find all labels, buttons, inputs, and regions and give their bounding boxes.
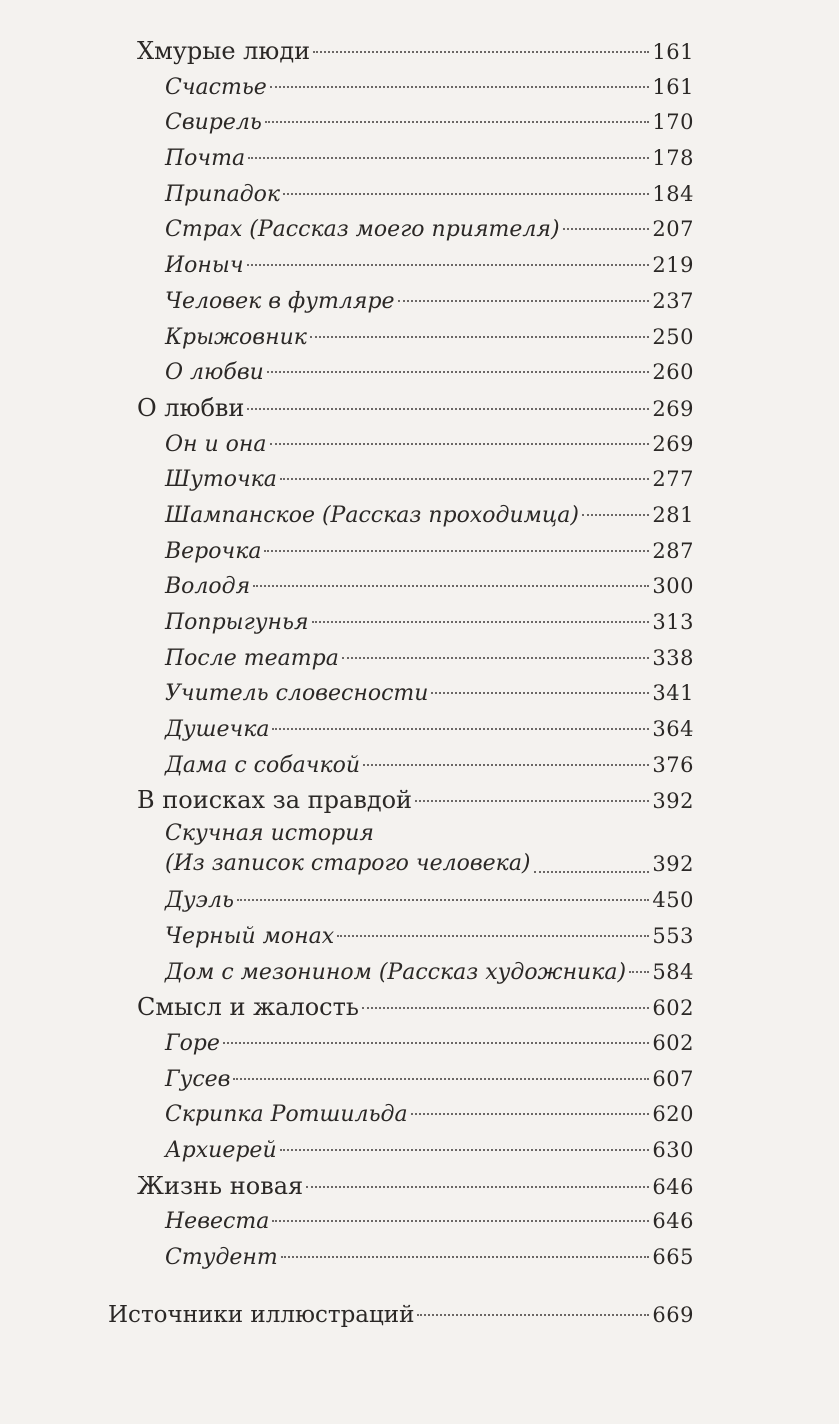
toc-entry[interactable] [0,819,839,883]
page-number: 161 [652,74,694,99]
dot-leader [431,692,649,694]
dot-leader [398,300,650,302]
toc-section[interactable] [0,990,839,1026]
dot-leader [272,728,649,730]
page-number: 646 [652,1209,694,1234]
section-title: Смысл и жалость [137,993,359,1022]
dot-leader [253,585,649,587]
dot-leader [363,764,649,766]
page-number: 178 [652,146,694,171]
page-number: 553 [652,923,694,948]
dot-leader [362,1007,649,1009]
entry-title: Черный монах [165,923,335,949]
dot-leader [629,971,649,973]
entry-title: Невеста [165,1209,270,1235]
dot-leader [283,193,649,195]
entry-title-line: Скучная история [165,821,374,847]
toc-entry[interactable] [0,641,839,677]
page-number: 269 [652,431,694,456]
toc-entry[interactable] [0,676,839,712]
dot-leader [272,1220,649,1222]
page-number: 250 [652,324,694,349]
entry-title: Володя [165,574,251,600]
dot-leader [582,514,650,516]
dot-leader [337,935,649,937]
entry-title: После театра [165,645,339,671]
toc-entry[interactable] [0,284,839,320]
dot-leader [267,371,650,373]
page-number: 364 [652,717,694,742]
page-number: 392 [652,789,694,814]
toc-entry[interactable] [0,212,839,248]
section-title: Жизнь новая [137,1171,304,1200]
toc-entry[interactable] [0,248,839,284]
dot-leader [342,657,650,659]
toc-entry[interactable] [0,1097,839,1133]
dot-leader [265,121,650,123]
entry-title: Скрипка Ротшильда [165,1102,408,1128]
dot-leader [411,1113,650,1115]
page-number: 341 [652,681,694,706]
dot-leader [270,443,650,445]
toc-entry[interactable] [0,70,839,106]
page-number: 665 [652,1245,694,1269]
page-number: 277 [652,467,694,492]
entry-title: Верочка [165,538,262,564]
page-number: 602 [652,996,694,1021]
dot-leader [233,1078,649,1080]
entry-title: Дама с собачкой [165,752,361,778]
page-number: 237 [652,288,694,313]
toc-entry[interactable] [0,883,839,919]
toc-illustrations-entry[interactable] [0,1298,839,1334]
entry-title: Студент [165,1245,278,1270]
dot-leader [534,871,650,873]
page-number: 207 [652,217,694,242]
entry-title: Почта [165,146,246,172]
toc-entry[interactable] [0,105,839,141]
page-number: 607 [652,1066,694,1091]
dot-leader [417,1314,649,1316]
page-number: 630 [652,1137,694,1162]
entry-title: Свирель [165,110,262,136]
toc-entry[interactable] [0,1026,839,1062]
dot-leader [281,1256,650,1258]
entry-title: Он и она [165,431,267,457]
toc-entry[interactable] [0,141,839,177]
entry-title: Архиерей [165,1137,277,1163]
entry-title: Горе [165,1030,220,1056]
entry-title: О любви [165,360,264,386]
toc-entry[interactable] [0,605,839,641]
page-number: 620 [652,1102,694,1127]
entry-title-line: (Из записок старого человека) [165,851,531,877]
dot-leader [415,800,649,802]
toc-entry[interactable] [0,919,839,955]
toc-entry[interactable] [0,748,839,784]
entry-title: Дуэль [165,888,234,914]
toc-entry[interactable] [0,1204,839,1240]
entry-title: Крыжовник [165,324,307,350]
entry-title: Шуточка [165,467,277,493]
toc-entry[interactable] [0,498,839,534]
toc-entry[interactable] [0,1240,839,1276]
page-number: 602 [652,1030,694,1055]
dot-leader [247,264,650,266]
page-number: 646 [652,1174,694,1199]
entry-title: Источники иллюстраций [108,1301,415,1328]
page-number: 269 [652,396,694,421]
section-title: О любви [137,393,245,422]
entry-title: Ионыч [165,253,244,279]
dot-leader [563,228,650,230]
toc-entry[interactable] [0,534,839,570]
page-number: 450 [652,888,694,913]
toc-section[interactable] [0,391,839,427]
entry-title: Дом с мезонином (Рассказ художника) [165,959,627,985]
toc-section[interactable] [0,34,839,70]
entry-title: Гусев [165,1066,231,1092]
toc-entry[interactable] [0,427,839,463]
entry-title: Человек в футляре [165,288,395,314]
page-number: 392 [652,852,694,877]
page-number: 669 [652,1302,694,1327]
entry-title: Учитель словесности [165,681,429,707]
entry-title [165,819,531,879]
toc-section[interactable] [0,1169,839,1205]
toc-entry[interactable] [0,569,839,605]
toc-entry[interactable] [0,1062,839,1098]
page-number: 281 [652,502,694,527]
page-number: 260 [652,360,694,385]
toc-entry[interactable] [0,177,839,213]
dot-leader [247,408,649,410]
dot-leader [312,621,650,623]
dot-leader [310,336,650,338]
dot-leader [264,550,649,552]
section-title: В поисках за правдой [137,786,413,815]
page-number: 584 [652,959,694,984]
page-number: 170 [652,110,694,135]
page-number: 287 [652,538,694,563]
page-number: 376 [652,752,694,777]
dot-leader [280,1149,650,1151]
dot-leader [306,1186,649,1188]
page-number: 184 [652,181,694,206]
page-number: 161 [652,40,694,64]
table-of-contents [0,34,839,1333]
toc-entry[interactable] [0,1133,839,1169]
entry-title: Попрыгунья [165,610,309,635]
section-title: Хмурые люди [137,37,311,65]
toc-entry[interactable] [0,462,839,498]
toc-entry[interactable] [0,320,839,356]
toc-section[interactable] [0,783,839,819]
dot-leader [248,157,649,159]
section-spacer [0,1276,839,1298]
dot-leader [270,86,650,88]
toc-entry[interactable] [0,355,839,391]
toc-entry[interactable] [0,955,839,991]
dot-leader [313,51,649,53]
toc-entry[interactable] [0,712,839,748]
page-number: 219 [652,253,694,278]
entry-title: Страх (Рассказ моего приятеля) [165,217,560,243]
page-number: 300 [652,574,694,599]
page-number: 313 [652,610,694,634]
dot-leader [280,478,649,480]
entry-title: Душечка [165,717,270,743]
dot-leader [223,1042,649,1044]
entry-title: Припадок [165,181,281,207]
dot-leader [237,899,649,901]
page-number: 338 [652,645,694,670]
entry-title: Шампанское (Рассказ проходимца) [165,502,579,528]
entry-title: Счастье [165,74,267,100]
